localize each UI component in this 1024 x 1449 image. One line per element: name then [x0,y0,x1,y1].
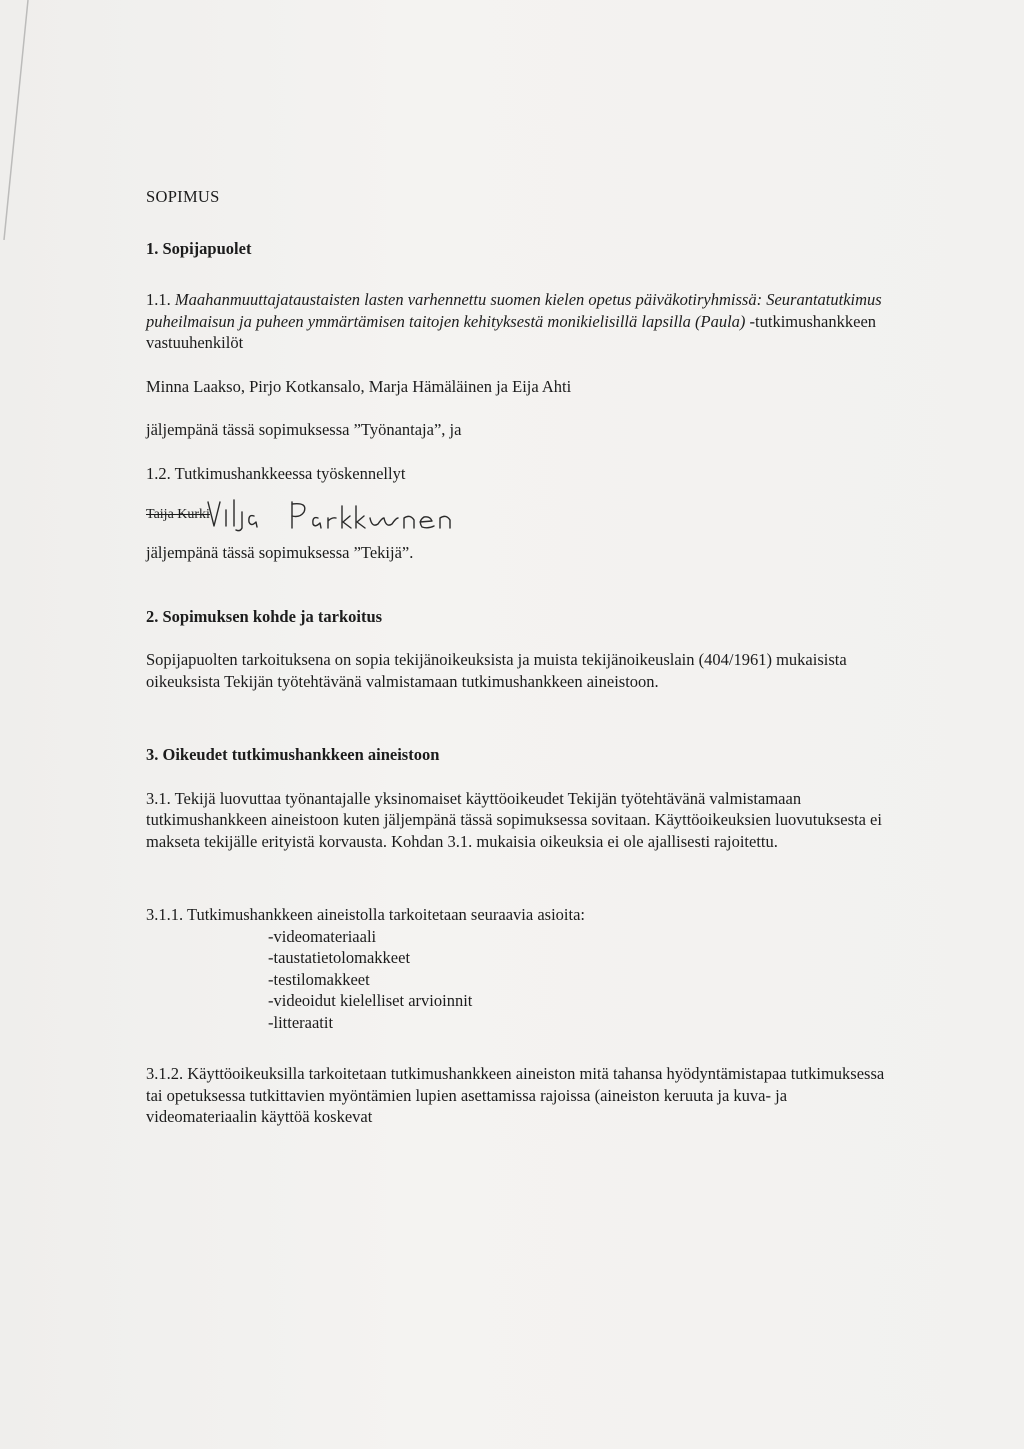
section-3-heading: 3. Oikeudet tutkimushankkeen aineistoon [146,745,440,764]
responsible-persons: Minna Laakso, Pirjo Kotkansalo, Marja Hämäläinen ja Eija Ahti [146,376,572,396]
project-acronym: Paula [700,311,740,331]
paragraph-3-1: 3.1. Tekijä luovuttaa työnantajalle yksinomaiset käyttöoikeudet Tekijän työtehtävänä valmistamaan tutkimushankkeen aineistoon kuten jäljempänä tässä sopimuksessa sovitaan. Käyttöoikeuksien luovutuksesta ei makseta tekijälle erityistä korvausta. Kohdan 3.1. mukaisia oikeuksia ei ole ajallisesti rajoitettu. [146,788,882,851]
author-definition: jäljempänä tässä sopimuksessa ”Tekijä”. [146,543,414,562]
handwritten-name-signature [204,494,464,532]
list-item: -litteraatit [268,1012,334,1032]
struck-name: Taija Kurki [146,507,210,522]
section-2-body: Sopijapuolten tarkoituksena on sopia tekijänoikeuksista ja muista tekijänoikeuslain (404/1961) mukaisista oikeuksista Tekijän työtehtävänä valmistamaan tutkimushankkeen aineistoon. [146,650,847,691]
material-list [268,926,886,1034]
paragraph-3-1-1: 3.1.1. Tutkimushankkeen aineistolla tarkoitetaan seuraavia asioita: [146,905,585,924]
page-edge-shadow [0,0,30,240]
list-item: -videomateriaali [268,926,377,946]
paragraph-1-1 [146,289,886,354]
project-title-end: ) [739,311,746,331]
document-title: SOPIMUS [146,187,220,206]
paragraph-1-2: 1.2. Tutkimushankkeessa työskennellyt [146,463,406,483]
list-item: -testilomakkeet [268,969,370,989]
section-1-heading: 1. Sopijapuolet [146,238,252,258]
clause-number: 1.1. [146,290,175,309]
list-item: -videoidut kielelliset arvioinnit [268,991,473,1010]
project-title: Maahanmuuttajataustaisten lasten varhennettu suomen kielen opetus päiväkotiryhmissä: Seurantatutkimus puheilmaisun ja puheen ymmärtämisen taitojen kehityksestä monikielisillä lapsilla ( [146,290,882,331]
section-2-heading: 2. Sopimuksen kohde ja tarkoitus [146,606,383,626]
employer-definition: jäljempänä tässä sopimuksessa ”Työnantaja”, ja [146,420,462,439]
list-item: -taustatietolomakkeet [268,948,411,967]
contract-text [146,186,886,1128]
project-suffix: -tutkimushankkeen vastuuhenkilöt [146,311,877,352]
paragraph-3-1-2: 3.1.2. Käyttöoikeuksilla tarkoitetaan tutkimushankkeen aineiston mitä tahansa hyödyntämistapaa tutkimuksessa tai opetuksessa tutkittavien myöntämien lupien asettamissa rajoissa (aineiston keruuta ja kuva- ja videomateriaalin käyttöä koskevat [146,1064,885,1126]
author-name-row [146,496,886,530]
